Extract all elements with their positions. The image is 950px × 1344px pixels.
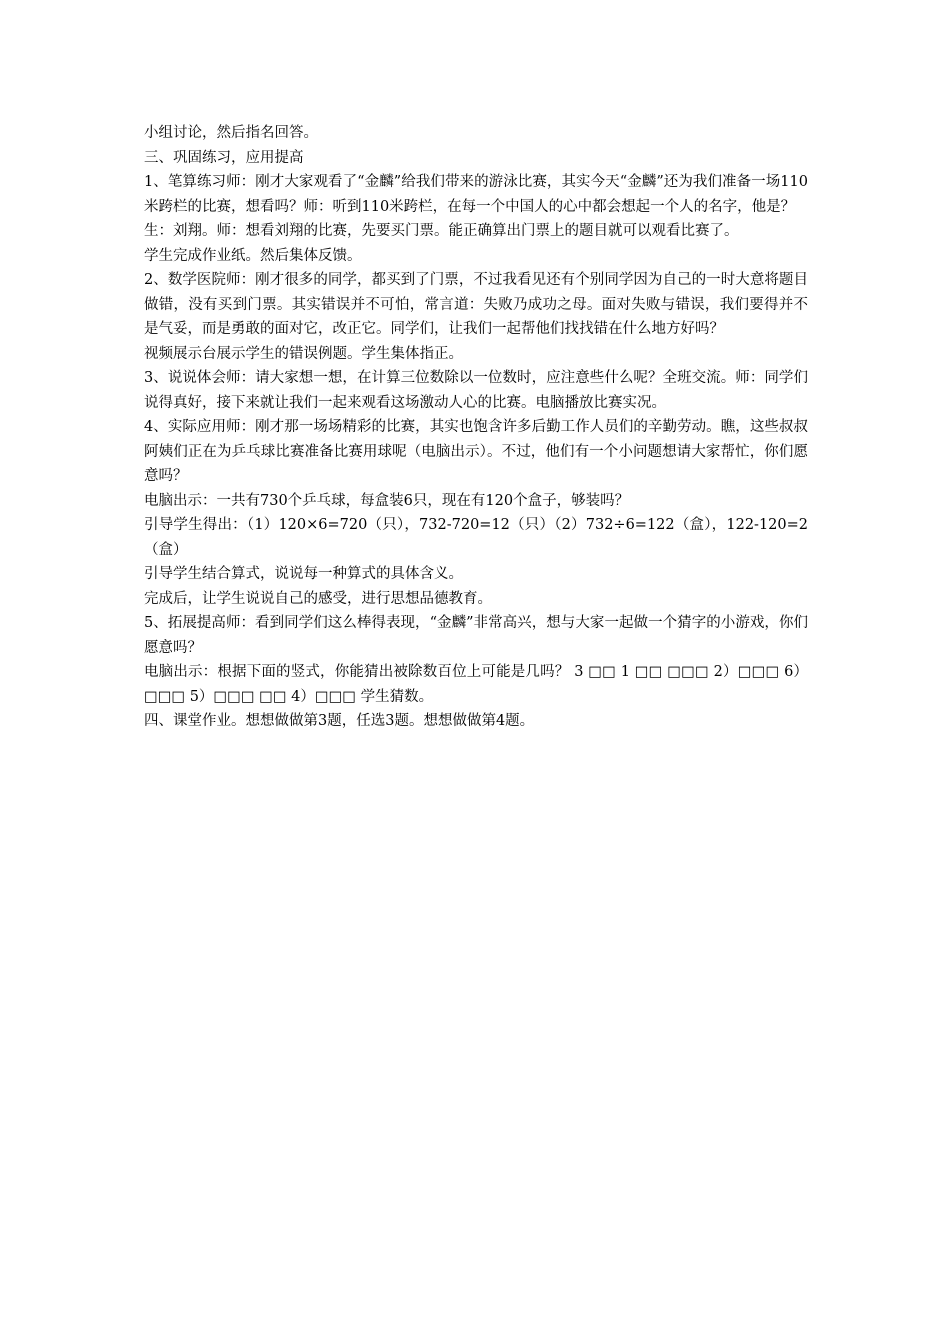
- section-heading-homework: 四、课堂作业。想想做做第3题，任选3题。想想做做第4题。: [144, 713, 535, 729]
- paragraph-video-display: 视频展示台展示学生的错误例题。学生集体指正。: [144, 345, 463, 362]
- paragraph-explain-formulas: 引导学生结合算式，说说每一种算式的具体含义。: [144, 566, 463, 582]
- paragraph-practical-application: 4、实际应用师：刚才那一场场精彩的比赛，其实也饱含许多后勤工作人员们的辛勤劳动。瞧，这些叔叔阿姨们正在为乒乓球比赛准备比赛用球呢（电脑出示）。不过，他们有一个小问题想请大家帮忙，你们愿意吗？: [144, 419, 808, 484]
- paragraph-computer-display-problem: 电脑出示：一共有730个乒乓球，每盒装6只，现在有120个盒子，够装吗？: [144, 492, 630, 509]
- paragraph-group-discussion: 小组讨论，然后指名回答。: [144, 125, 318, 141]
- paragraph-math-hospital: 2、数学医院师：刚才很多的同学，都买到了门票，不过我看见还有个别同学因为自己的一时大意将题目做错，没有买到门票。其实错误并不可怕，常言道：失败乃成功之母。面对失败与错误，我们要得并不是气妥，而是勇敢的面对它，改正它。同学们，让我们一起帮他们找找错在什么地方好吗？: [144, 272, 808, 337]
- paragraph-worksheet: 学生完成作业纸。然后集体反馈。: [144, 247, 362, 264]
- section-heading-practice: 三、巩固练习，应用提高: [144, 149, 304, 166]
- paragraph-moral-education: 完成后，让学生说说自己的感受，进行思想品德教育。: [144, 590, 492, 607]
- paragraph-guessing-game: 电脑出示：根据下面的竖式，你能猜出被除数百位上可能是几吗？ 3 □□ 1 □□ □□□ 2）□□□ 6）□□□ 5）□□□ □□ 4）□□□ 学生猜数。: [144, 664, 808, 705]
- document-page: [144, 121, 808, 734]
- paragraph-reflection: 3、说说体会师：请大家想一想，在计算三位数除以一位数时，应注意些什么呢？全班交流。师：同学们说得真好，接下来就让我们一起来观看这场激动人心的比赛。电脑播放比赛实况。: [144, 370, 808, 411]
- paragraph-solution: 引导学生得出：（1）120×6=720（只），732-720=12（只）（2）732÷6=122（盒），122-120=2（盒）: [144, 517, 808, 558]
- paragraph-written-practice: 1、笔算练习师：刚才大家观看了“金麟”给我们带来的游泳比赛，其实今天“金麟”还为我们准备一场110米跨栏的比赛，想看吗？师：听到110米跨栏，在每一个中国人的心中都会想起一个人的名字，他是？: [144, 174, 808, 215]
- paragraph-extension: 5、拓展提高师：看到同学们这么棒得表现，“金麟”非常高兴，想与大家一起做一个猜字的小游戏，你们愿意吗？: [144, 615, 808, 656]
- paragraph-liu-xiang: 生：刘翔。师：想看刘翔的比赛，先要买门票。能正确算出门票上的题目就可以观看比赛了。: [144, 223, 739, 239]
